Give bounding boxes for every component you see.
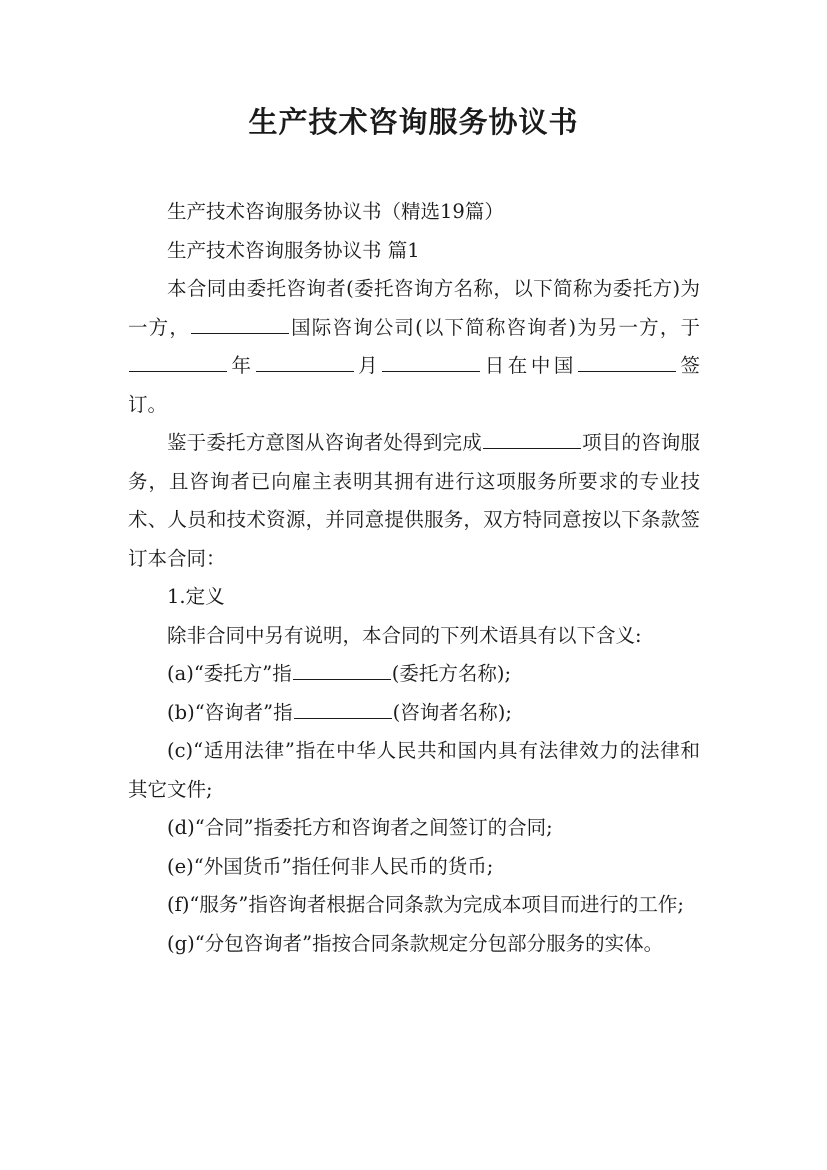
definition-item-e	[128, 848, 700, 887]
definition-item-d	[128, 809, 700, 848]
paragraph-definitions-intro	[128, 617, 700, 656]
text-segment: 鉴于委托方意图从咨询者处得到完成	[167, 431, 482, 454]
text-segment: (委托方名称);	[391, 662, 512, 685]
blank-line	[578, 351, 676, 372]
blank-line	[129, 351, 227, 372]
document-title: 生产技术咨询服务协议书	[248, 105, 579, 139]
paragraph-contract-parties	[128, 270, 700, 424]
blank-line	[191, 313, 289, 334]
clause-heading-definitions	[128, 578, 700, 617]
blank-line	[293, 659, 391, 680]
definition-item-f	[128, 886, 700, 925]
document-body	[128, 193, 700, 963]
text-segment: (d)“合同”指委托方和咨询者之间签订的合同;	[167, 816, 553, 839]
text-segment: 签订。	[128, 354, 700, 416]
text-segment: 除非合同中另有说明，本合同的下列术语具有以下含义:	[167, 623, 642, 647]
text-segment: (e)“外国货币”指任何非人民币的货币;	[167, 854, 494, 878]
text-segment: 月	[354, 354, 382, 377]
clause-heading-text: 1.定义	[167, 585, 225, 608]
blank-line	[483, 428, 581, 449]
subtitle-text: 生产技术咨询服务协议书（精选19篇）	[167, 200, 504, 223]
section-heading-text: 生产技术咨询服务协议书 篇1	[167, 238, 420, 262]
text-segment: (f)“服务”指咨询者根据合同条款为完成本项目而进行的工作;	[167, 893, 684, 916]
blank-line	[256, 351, 354, 372]
text-segment: (c)“适用法律”指在中华人民共和国内具有法律效力的法律和其它文件;	[128, 739, 700, 801]
text-segment: (b)“咨询者”指	[167, 700, 293, 724]
section-heading	[128, 232, 700, 271]
text-segment: 项目的咨询服务，且咨询者已向雇主表明其拥有进行这项服务所要求的专业技术、人员和技术资源，并同意提供服务，双方特同意按以下条款签订本合同：	[128, 431, 700, 570]
text-segment: (g)“分包咨询者”指按合同条款规定分包部分服务的实体。	[167, 931, 664, 955]
text-segment: 年	[228, 354, 255, 377]
text-segment: 国际咨询公司(以下简称咨询者)为另一方，于	[289, 315, 700, 339]
subtitle-line	[128, 193, 700, 232]
paragraph-recital	[128, 424, 700, 578]
definition-item-g	[128, 925, 700, 964]
definition-item-a	[128, 655, 700, 694]
text-segment: (a)“委托方”指	[167, 662, 292, 685]
text-segment: (咨询者名称);	[392, 700, 512, 724]
text-segment: 日在中国	[481, 354, 577, 377]
blank-line	[382, 351, 480, 372]
blank-line	[294, 698, 392, 719]
definition-item-b	[128, 694, 700, 733]
definition-item-c	[128, 732, 700, 809]
text-segment: 本合同由委托咨询者(委托咨询方名称，以下简称为委托方)为一方，	[128, 277, 700, 339]
